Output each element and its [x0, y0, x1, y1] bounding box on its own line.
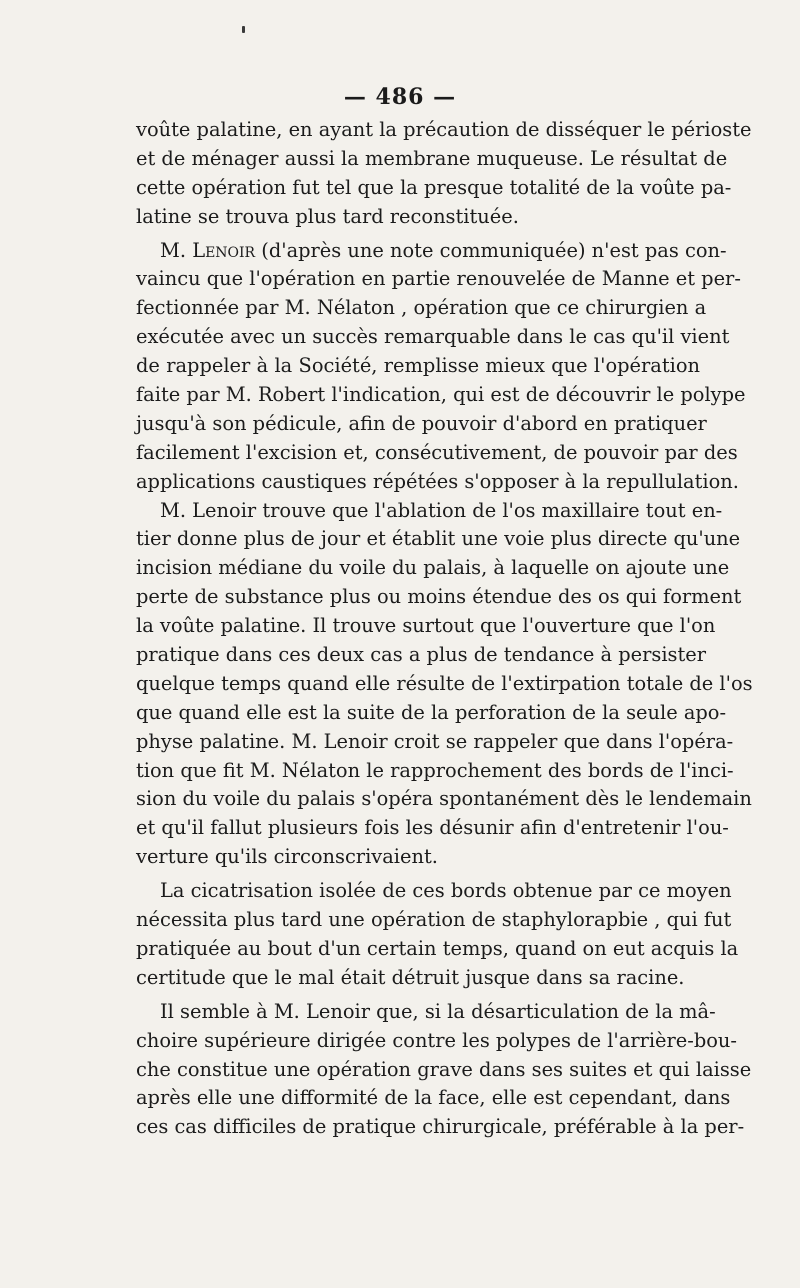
text-line: certitude que le mal était détruit jusque dans sa racine. [136, 965, 685, 989]
paragraph [136, 877, 739, 993]
text-line [136, 237, 727, 266]
text-line: pratiquée au bout d'un certain temps, quand on eut acquis la [136, 936, 739, 960]
text-line: verture qu'ils circonscrivaient. [136, 845, 438, 869]
text-line: de rappeler à la Société, remplisse mieux que l'opération [136, 354, 700, 378]
text-fragment: (d'après une note communiquée) n'est pas con- [255, 238, 727, 262]
text-line: sion du voile du palais s'opéra spontanément dès le lendemain [136, 787, 752, 811]
text-line: la voûte palatine. Il trouve surtout que l'ouverture que l'on [136, 614, 716, 638]
text-line: quelque temps quand elle résulte de l'extirpation totale de l'os [136, 671, 753, 695]
text-line: La cicatrisation isolée de ces bords obtenue par ce moyen [160, 879, 732, 903]
text-line: tier donne plus de jour et établit une voie plus directe qu'une [136, 527, 741, 551]
text-line: que quand elle est la suite de la perforation de la seule apo- [136, 700, 727, 724]
text-line: jusqu'à son pédicule, afin de pouvoir d'abord en pratiquer [136, 411, 707, 435]
text-line: applications caustiques répétées s'opposer à la repullulation. [136, 469, 739, 493]
text-line: physe palatine. M. Lenoir croit se rappeler que dans l'opéra- [136, 729, 734, 753]
text-line: incision médiane du voile du palais, à laquelle on ajoute une [136, 556, 730, 580]
text-line: nécessita plus tard une opération de staphylorapbie , qui fut [136, 908, 732, 932]
paragraph [136, 116, 752, 232]
text-line: et qu'il fallut plusieurs fois les désunir afin d'entretenir l'ou- [136, 816, 729, 840]
text-line: cette opération fut tel que la presque totalité de la voûte pa- [136, 175, 732, 199]
text-line: choire supérieure dirigée contre les polypes de l'arrière-bou- [136, 1028, 737, 1052]
paragraph [136, 998, 752, 1142]
ink-speck [242, 26, 245, 33]
text-line: che constitue une opération grave dans ses suites et qui laisse [136, 1057, 752, 1081]
paragraph [136, 497, 753, 873]
text-line: après elle une difformité de la face, elle est cependant, dans [136, 1086, 731, 1110]
text-line: perte de substance plus ou moins étendue des os qui forment [136, 585, 742, 609]
paragraph [136, 237, 746, 497]
text-line: et de ménager aussi la membrane muqueuse. Le résultat de [136, 146, 728, 170]
page-number: — 486 — [343, 84, 457, 110]
text-fragment: M. [160, 238, 193, 262]
text-line: faite par M. Robert l'indication, qui est de découvrir le polype [136, 383, 746, 407]
text-line: latine se trouva plus tard reconstituée. [136, 204, 519, 228]
text-line: ces cas difficiles de pratique chirurgicale, préférable à la per- [136, 1115, 745, 1139]
text-line: voûte palatine, en ayant la précaution de disséquer le périoste [136, 118, 752, 141]
text-line: M. Lenoir trouve que l'ablation de l'os maxillaire tout en- [160, 498, 723, 522]
text-line: exécutée avec un succès remarquable dans le cas qu'il vient [136, 325, 730, 349]
author-name: Lenoir [192, 238, 256, 262]
text-line: facilement l'excision et, consécutivement, de pouvoir par des [136, 440, 738, 464]
text-line: fectionnée par M. Nélaton , opération que ce chirurgien a [136, 296, 707, 320]
text-line: pratique dans ces deux cas a plus de tendance à persister [136, 643, 707, 667]
text-line: tion que fit M. Nélaton le rapprochement des bords de l'inci- [136, 758, 734, 782]
page-text [136, 116, 753, 1142]
text-line: Il semble à M. Lenoir que, si la désarticulation de la mâ- [160, 999, 716, 1023]
text-line: vaincu que l'opération en partie renouvelée de Manne et per- [136, 267, 741, 291]
